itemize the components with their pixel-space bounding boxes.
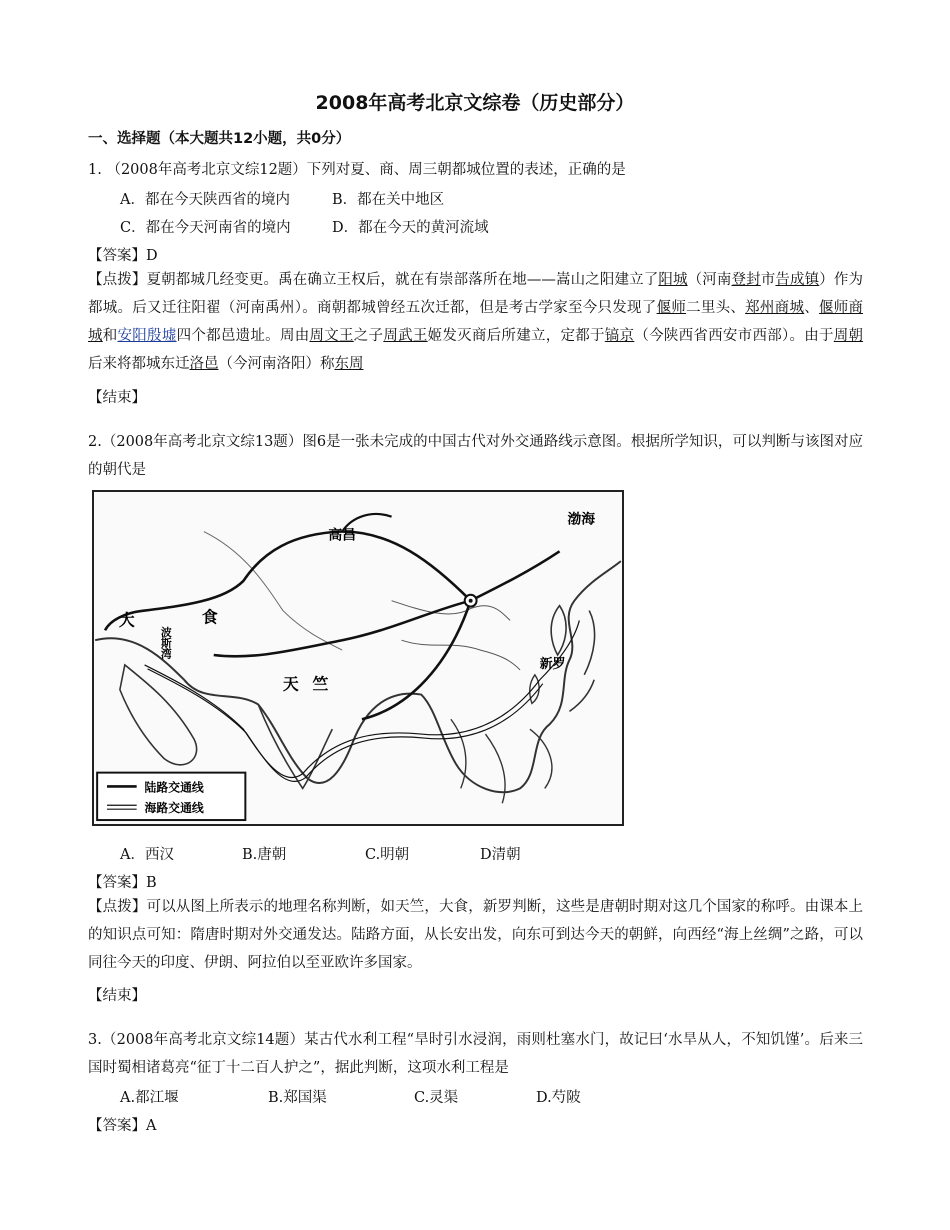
question-2-answer: 【答案】B (88, 875, 157, 891)
question-2-option-d: D清朝 (480, 847, 521, 863)
explanation-text: 、 (804, 300, 819, 316)
question-2-stem: 2.（2008年高考北京文综13题）图6是一张未完成的中国古代对外交通路线示意图。根据所学知识，可以判断与该图对应的朝代是 (88, 434, 863, 478)
question-2-option-a: A．西汉 (120, 847, 174, 863)
term-gaocheng-town[interactable]: 告成镇 (775, 272, 820, 288)
question-1-stem: 1. （2008年高考北京文综12题）下列对夏、商、周三朝都城位置的表述，正确的是 (88, 162, 626, 178)
explanation-text: （今陕西省西安市西部）。由于 (634, 328, 834, 344)
question-1-answer: 【答案】D (88, 248, 158, 264)
explanation-text: 和 (102, 328, 118, 344)
question-2-end: 【结束】 (88, 988, 146, 1004)
map-graphic (94, 492, 622, 824)
land-route (214, 601, 471, 657)
page-title: 2008年高考北京文综卷（历史部分） (315, 92, 635, 114)
question-3-option-a: A.都江堰 (120, 1090, 179, 1106)
korea-peninsula (551, 606, 566, 655)
question-2-option-b: B.唐朝 (242, 847, 287, 863)
question-3-option-b: B.郑国渠 (268, 1090, 327, 1106)
explanation-text: ）作为都城。后又迁往阳翟（河南禹州）。商朝都城曾经五次迁都，但是考古学家至今只发现了 (88, 272, 864, 316)
explanation-text: 【点拨】夏朝都城几经变更。禹在确立王权后，就在有崇部落所在地——嵩山之阳建立了 (88, 272, 659, 288)
river (201, 532, 342, 651)
coastline (95, 561, 621, 795)
term-dengfeng[interactable]: 登封 (731, 272, 761, 288)
term-zhou-dynasty[interactable]: 周朝 (833, 328, 864, 344)
term-zhengzhou-shang-city[interactable]: 郑州商城 (745, 300, 805, 316)
legend-sea-label: 海路交通线 (144, 801, 204, 816)
term-yangcheng[interactable]: 阳城 (658, 272, 688, 288)
explanation-text: 后来将都城东迁 (88, 356, 190, 372)
question-3-option-d: D.芍陂 (536, 1090, 581, 1106)
term-yanshi-shang-city[interactable]: 偃师商城 (88, 300, 864, 344)
label-bosi-wan: 波斯湾 (159, 626, 173, 659)
label-bohai: 渤海 (567, 511, 596, 528)
japan-islands (569, 611, 594, 712)
explanation-text: （河南 (687, 272, 732, 288)
question-2-option-c: C.明朝 (365, 847, 410, 863)
sea-route (145, 665, 540, 778)
label-gaochang: 高昌 (328, 527, 357, 544)
question-1-option-a: A．都在今天陕西省的境内 (120, 192, 290, 208)
river (401, 640, 520, 670)
question-1-option-d: D．都在今天的黄河流域 (332, 220, 489, 236)
question-3-answer: 【答案】A (88, 1118, 157, 1134)
term-haojing[interactable]: 镐京 (604, 328, 635, 344)
link-anyang-yinxu[interactable]: 安阳殷墟 (117, 328, 177, 344)
question-1-option-b: B．都在关中地区 (332, 192, 445, 208)
explanation-text: 二里头、 (686, 300, 746, 316)
question-1-end: 【结束】 (88, 390, 146, 406)
legend-land-label: 陆路交通线 (144, 780, 204, 795)
question-3-stem: 3.（2008年高考北京文综14题）某古代水利工程“旱时引水浸润，雨则杜塞水门，故记曰‘水旱从人，不知饥馑’。后来三国时蜀相诸葛亮“征丁十二百人护之”，据此判断，这项水利工程是 (88, 1032, 863, 1076)
term-zhou-wen-wang[interactable]: 周文王 (309, 328, 354, 344)
question-1-explanation (88, 266, 863, 378)
question-3-option-c: C.灵渠 (414, 1090, 459, 1106)
trade-route-map (92, 490, 624, 826)
capital-marker-center (469, 599, 473, 603)
label-tianzhu: 天竺 (282, 674, 343, 694)
river (392, 601, 511, 621)
question-1-option-c: C．都在今天河南省的境内 (120, 220, 291, 236)
explanation-text: 姬发灭商后所建立，定都于 (427, 328, 605, 344)
land-route (471, 551, 560, 600)
label-xinluo: 新罗 (539, 656, 566, 672)
taiwan-island (530, 675, 539, 704)
explanation-text: 之子 (353, 328, 384, 344)
label-da: 大 (118, 610, 135, 630)
term-eastern-zhou[interactable]: 东周 (334, 356, 364, 372)
explanation-text: （今河南洛阳）称 (218, 356, 335, 372)
question-2-explanation: 【点拨】可以从图上所表示的地理名称判断，如天竺，大食，新罗判断，这些是唐朝时期对这几个国家的称呼。由课本上的知识点可知：隋唐时期对外交通发达。陆路方面，从长安出发，向东可到达今天的朝鲜，向西经“海上丝绸”之路，可以同往今天的印度、伊朗、阿拉伯以至亚欧许多国家。 (88, 899, 863, 971)
term-yanshi[interactable]: 偃师 (656, 300, 687, 316)
term-luoyi[interactable]: 洛邑 (189, 356, 219, 372)
explanation-text: 市 (760, 272, 776, 288)
india-coast (258, 704, 332, 788)
label-shi: 食 (201, 607, 218, 627)
section-header: 一、选择题（本大题共12小题，共0分） (88, 131, 351, 147)
term-zhou-wu-wang[interactable]: 周武王 (383, 328, 428, 344)
explanation-text: 四个都邑遗址。周由 (176, 328, 310, 344)
